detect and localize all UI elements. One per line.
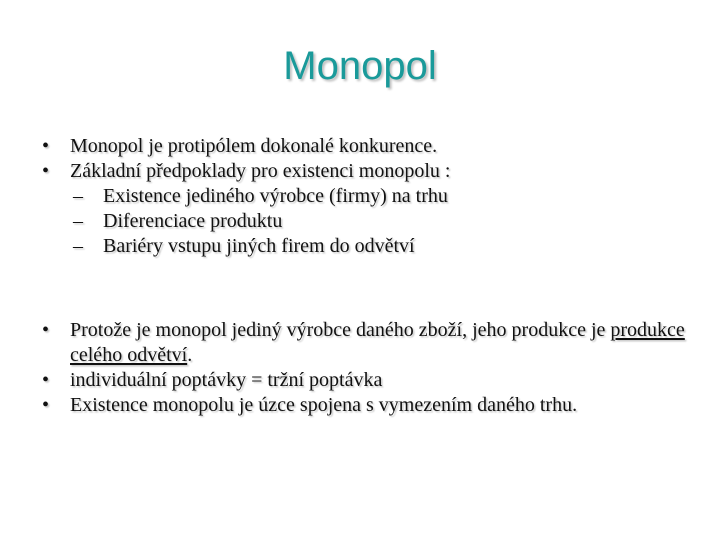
sub-list-item [40,209,690,234]
dash-icon: – [73,210,83,232]
list-item [40,368,690,393]
list-item-text: Monopol je protipólem dokonalé konkurence. [70,135,438,157]
bullet-icon: • [42,319,50,341]
bullet-list-bottom [40,318,690,418]
sub-list-item-text: Bariéry vstupu jiných firem do odvětví [103,235,415,257]
bullet-icon: • [42,160,50,182]
slide-title: Monopol [283,44,437,88]
list-item [40,159,690,184]
underlined-phrase: produkce celého odvětví [70,319,685,366]
list-item-text: individuální poptávky = tržní poptávka [70,369,383,391]
list-item-text: Základní předpoklady pro existenci monopolu : [70,160,451,182]
sub-list-item-text: Diferenciace produktu [103,210,283,232]
bullet-icon: • [42,369,50,391]
bullet-list-top [40,134,690,259]
list-item [40,318,690,368]
list-item [40,393,690,418]
list-item-text: Protože je monopol jediný výrobce daného zboží, jeho produkce je [70,319,611,341]
bullet-icon: • [42,135,50,157]
dash-icon: – [73,185,83,207]
dash-icon: – [73,235,83,257]
list-item-text: Existence monopolu je úzce spojena s vymezením daného trhu. [70,394,578,416]
list-item-period: . [187,344,193,366]
sub-list-item [40,184,690,209]
sub-list-item-text: Existence jediného výrobce (firmy) na trhu [103,185,448,207]
bullet-icon: • [42,394,50,416]
list-item [40,134,690,159]
sub-list-item [40,234,690,259]
